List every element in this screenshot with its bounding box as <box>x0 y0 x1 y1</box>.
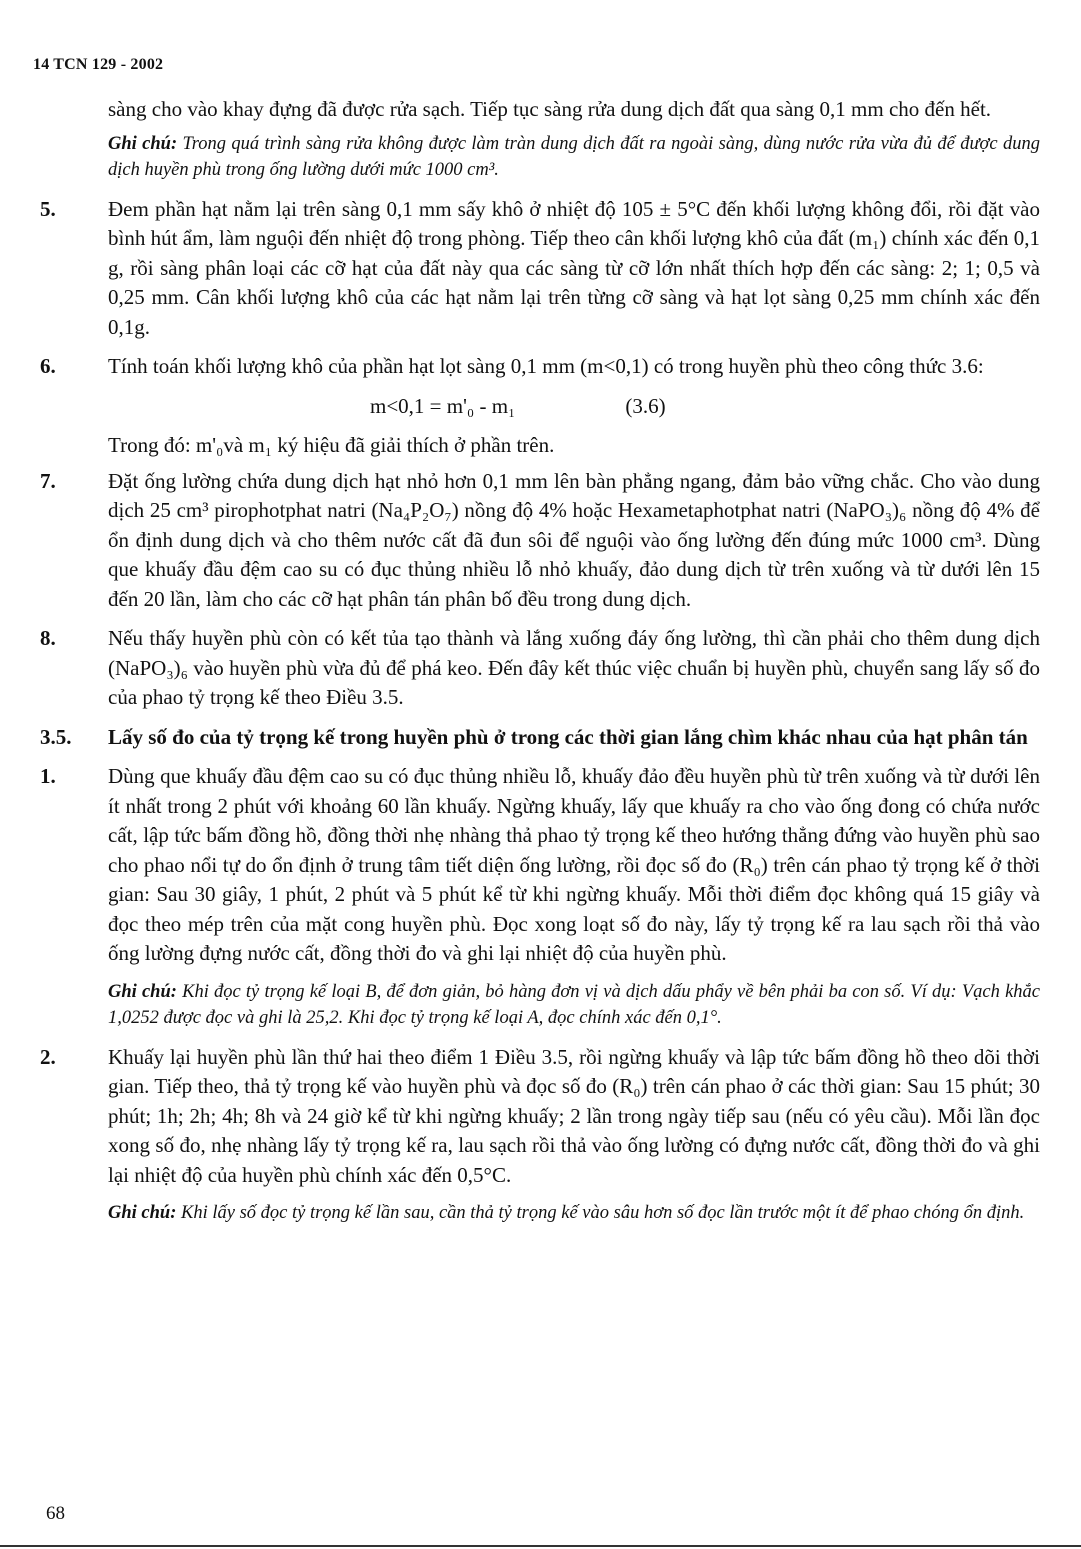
item-text: Dùng que khuấy đầu đệm cao su có đục thủng nhiều lỗ, khuấy đảo đều huyền phù từ trên xuống và từ dưới lên ít nhất trong 2 phút với khoảng 60 lần khuấy. Ngừng khuấy, lấy que khuấy ra cho vào ống đong có chứa nước cất, lập tức bấm đồng hồ, đồng thời nhẹ nhàng thả phao tỷ trọng kế theo hướng thẳng đứng vào huyền phù sao cho phao nổi tự do ổn định ở trung tâm tiết diện ống lường, rồi đọc số đo (R₀) trên cán phao tỷ trọng kế ở thời gian: Sau 30 giây, 1 phút, 2 phút và 5 phút kể từ khi ngừng khuấy. Mỗi thời điểm đọc không quá 15 giây và đọc theo mép trên của mặt cong huyền phù. Đọc xong loạt số đo này, lấy tỷ trọng kế ra lau sạch rồi thả vào ống lường đựng nước cất, đồng thời đo và ghi lại nhiệt độ của huyền phù. <box>108 764 1040 965</box>
item-number: 6. <box>40 354 56 378</box>
item-text: Tính toán khối lượng khô của phần hạt lọt sàng 0,1 mm (m<0,1) có trong huyền phù theo công thức 3.6: <box>108 354 984 378</box>
formula-where-text: Trong đó: m'₀và m₁ ký hiệu đã giải thích ở phần trên. <box>108 433 555 457</box>
list-item <box>40 624 1040 713</box>
list-item <box>40 195 1040 343</box>
section-heading <box>40 723 1040 753</box>
document-header: 14 TCN 129 - 2002 <box>33 56 164 73</box>
item-text: Đặt ống lường chứa dung dịch hạt nhỏ hơn 0,1 mm lên bàn phẳng ngang, đảm bảo vững chắc. Cho vào dung dịch 25 cm³ pirophotphat natri (Na₄P₂O₇) nồng độ 4% hoặc Hexametaphotphat natri (NaPO₃)₆ nồng độ 4% để ổn định dung dịch và cho thêm nước cất đã đun sôi để nguội vào ống lường đến đúng mức 1000 cm³. Dùng que khuấy đầu đệm cao su có đục thủng nhiều lỗ nhỏ khuấy, đảo dung dịch từ trên xuống và từ dưới lên 15 đến 20 lần, làm cho các cỡ hạt phân tán phân bố đều trong dung dịch. <box>108 468 1040 611</box>
formula-3-6 <box>40 392 1040 422</box>
note-label: Ghi chú: <box>108 133 178 154</box>
note-label: Ghi chú: <box>108 1203 177 1223</box>
item-text: Khuấy lại huyền phù lần thứ hai theo điểm 1 Điều 3.5, rồi ngừng khuấy và lập tức bấm đồng hồ theo dõi thời gian. Tiếp theo, thả tỷ trọng kế vào huyền phù và đọc số đo (R₀) trên cán phao ở các thời gian: Sau 15 phút; 30 phút; 1h; 2h; 4h; 8h và 24 giờ kể từ khi ngừng khuấy; 2 lần trong ngày tiếp sau (nếu có yêu cầu). Mỗi lần đọc xong số đo, nhẹ nhàng lấy tỷ trọng kế ra, lau sạch rồi thả vào ống lường có đựng nước cất, đồng thời đo và ghi lại nhiệt độ của huyền phù chính xác đến 0,5°C. <box>108 1044 1040 1187</box>
page-bottom-rule <box>0 1545 1081 1547</box>
item-text: Đem phần hạt nằm lại trên sàng 0,1 mm sấy khô ở nhiệt độ 105 ± 5°C đến khối lượng không đổi, rồi đặt vào bình hút ẩm, làm nguội đến nhiệt độ trong phòng. Tiếp theo cân khối lượng khô của đất (m₁) chính xác đến 0,1 g, rồi sàng phân loại các cỡ hạt của đất này qua các sàng từ cỡ lớn nhất thích hợp đến các sàng: 2; 1; 0,5 và 0,25 mm. Cân khối lượng khô của các hạt nằm lại trên từng cỡ sàng và hạt lọt sàng 0,25 mm chính xác đến 0,1g. <box>108 196 1040 339</box>
item-number: 7. <box>40 468 56 493</box>
item-number: 5. <box>40 196 56 221</box>
item-number: 2. <box>40 1044 56 1069</box>
continued-paragraph: sàng cho vào khay đựng đã được rửa sạch. Tiếp tục sàng rửa dung dịch đất qua sàng 0,1 mm cho đến hết. <box>108 97 992 121</box>
note-label: Ghi chú: <box>108 981 177 1002</box>
item-number: 1. <box>40 764 56 788</box>
section-title: Lấy số đo của tỷ trọng kế trong huyền phù ở trong các thời gian lắng chìm khác nhau của hạt phân tán <box>108 724 1028 749</box>
formula-number: (3.6) <box>625 393 666 418</box>
item-text: Nếu thấy huyền phù còn có kết tủa tạo thành và lắng xuống đáy ống lường, thì cần phải cho thêm dung dịch (NaPO₃)₆ vào huyền phù vừa đủ để phá keo. Đến đây kết thúc việc chuẩn bị huyền phù, chuyển sang lấy số đo của phao tỷ trọng kế theo Điều 3.5. <box>108 626 1040 709</box>
list-item <box>40 352 1040 382</box>
item-number: 8. <box>40 626 56 650</box>
note-2 <box>40 979 1040 1031</box>
section-number: 3.5. <box>40 724 72 749</box>
note-text: Khi đọc tỷ trọng kế loại B, để đơn giản, bỏ hàng đơn vị và dịch dấu phẩy về bên phải ba con số. Ví dụ: Vạch khắc 1,0252 được đọc và ghi là 25,2. Khi đọc tỷ trọng kế loại A, đọc chính xác đến 0,1°. <box>108 981 1040 1028</box>
note-text: Trong quá trình sàng rửa không được làm tràn dung dịch đất ra ngoài sàng, dùng nước rửa vừa đủ để được dung dịch huyền phù trong ống lường dưới mức 1000 cm³. <box>108 133 1040 180</box>
page-number: 68 <box>46 1503 65 1524</box>
list-item <box>40 467 1040 615</box>
note-1 <box>40 131 1040 183</box>
note-3 <box>40 1200 1040 1226</box>
list-item <box>40 1043 1040 1191</box>
note-text: Khi lấy số đọc tỷ trọng kế lần sau, cần thả tỷ trọng kế vào sâu hơn số đọc lần trước một ít để phao chóng ổn định. <box>176 1203 1025 1223</box>
formula-expression: m<0,1 = m'₀ - m₁ <box>370 393 516 418</box>
list-item <box>40 762 1040 969</box>
page-content <box>40 95 1040 1238</box>
